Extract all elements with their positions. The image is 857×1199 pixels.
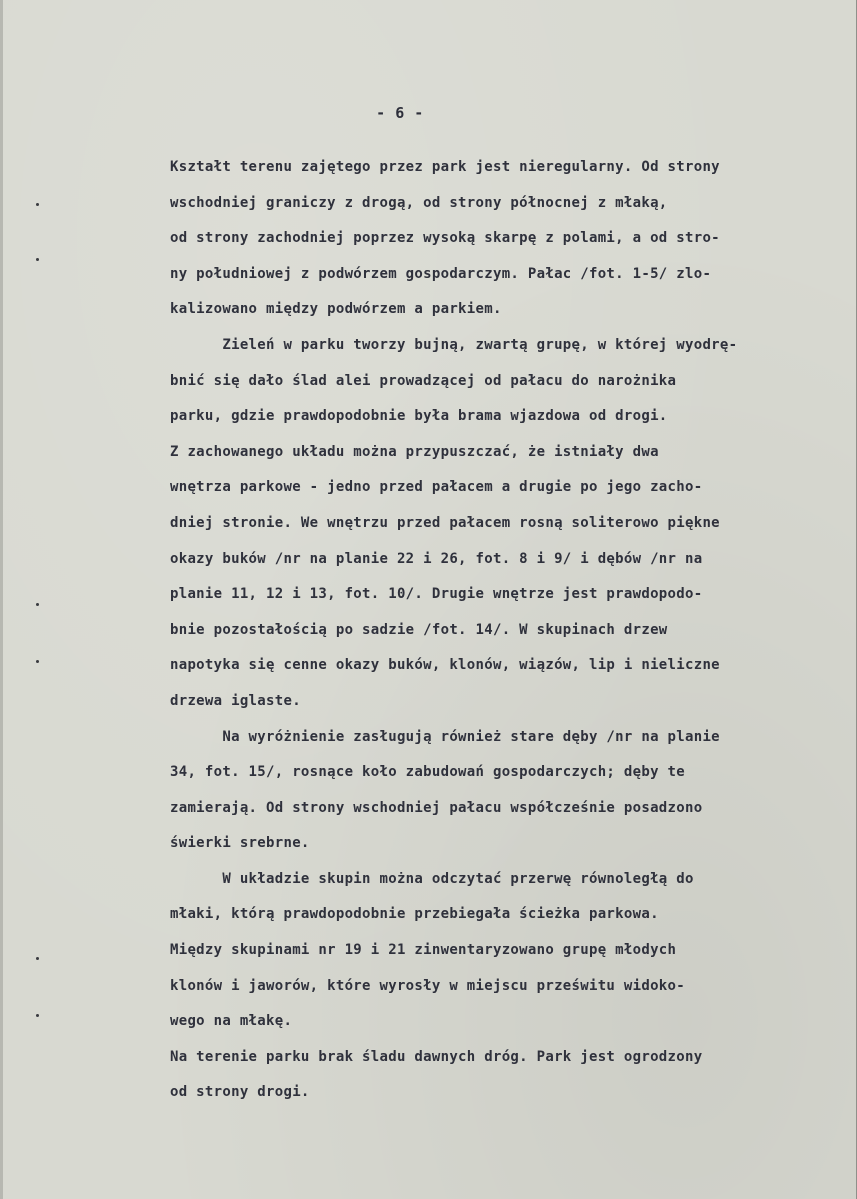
margin-mark <box>36 1014 39 1017</box>
page-number: - 6 - <box>376 104 424 122</box>
text-line: zamierają. Od strony wschodniej pałacu współcześnie posadzono <box>170 799 703 816</box>
text-line: Zieleń w parku tworzy bujną, zwartą grupę, w której wyodrę- <box>170 336 738 353</box>
text-line: kalizowano między podwórzem a parkiem. <box>170 301 502 318</box>
text-line: ny południowej z podwórzem gospodarczym. Pałac /fot. 1-5/ zlo- <box>170 265 712 282</box>
text-line: wschodniej graniczy z drogą, od strony północnej z młaką, <box>170 194 668 211</box>
body-text <box>170 150 850 1111</box>
text-line: od strony zachodniej poprzez wysoką skarpę z polami, a od stro- <box>170 230 720 247</box>
margin-mark <box>36 603 39 606</box>
text-line: parku, gdzie prawdopodobnie była brama wjazdowa od drogi. <box>170 408 668 425</box>
text-line: wnętrza parkowe - jedno przed pałacem a drugie po jego zacho- <box>170 479 703 496</box>
text-line: Między skupinami nr 19 i 21 zinwentaryzowano grupę młodych <box>170 942 677 959</box>
text-line: bnić się dało ślad alei prowadzącej od pałacu do narożnika <box>170 372 677 389</box>
text-line: młaki, którą prawdopodobnie przebiegała ścieżka parkowa. <box>170 906 659 923</box>
text-line: Na terenie parku brak śladu dawnych dróg. Park jest ogrodzony <box>170 1048 703 1065</box>
text-line: planie 11, 12 i 13, fot. 10/. Drugie wnętrze jest prawdopodo- <box>170 586 703 603</box>
margin-mark <box>36 258 39 261</box>
text-line: wego na młakę. <box>170 1013 293 1030</box>
text-line: 34, fot. 15/, rosnące koło zabudowań gospodarczych; dęby te <box>170 764 685 781</box>
text-line: bnie pozostałością po sadzie /fot. 14/. W skupinach drzew <box>170 621 668 638</box>
text-line: Kształt terenu zajętego przez park jest nieregularny. Od strony <box>170 159 720 175</box>
text-line: Z zachowanego układu można przypuszczać, że istniały dwa <box>170 443 659 460</box>
margin-mark <box>36 203 39 206</box>
text-line: napotyka się cenne okazy buków, klonów, wiązów, lip i nieliczne <box>170 657 720 674</box>
text-line: dniej stronie. We wnętrzu przed pałacem rosną soliterowo piękne <box>170 514 720 531</box>
text-line: świerki srebrne. <box>170 835 310 852</box>
text-line: W układzie skupin można odczytać przerwę równoległą do <box>170 870 694 887</box>
text-line: Na wyróżnienie zasługują również stare dęby /nr na planie <box>170 728 720 745</box>
page-left-edge <box>0 0 3 1199</box>
text-line: klonów i jaworów, które wyrosły w miejscu prześwitu widoko- <box>170 977 685 994</box>
text-line: okazy buków /nr na planie 22 i 26, fot. 8 i 9/ i dębów /nr na <box>170 550 703 567</box>
margin-mark <box>36 957 39 960</box>
text-line: od strony drogi. <box>170 1084 310 1101</box>
margin-mark <box>36 660 39 663</box>
text-line: drzewa iglaste. <box>170 692 301 709</box>
